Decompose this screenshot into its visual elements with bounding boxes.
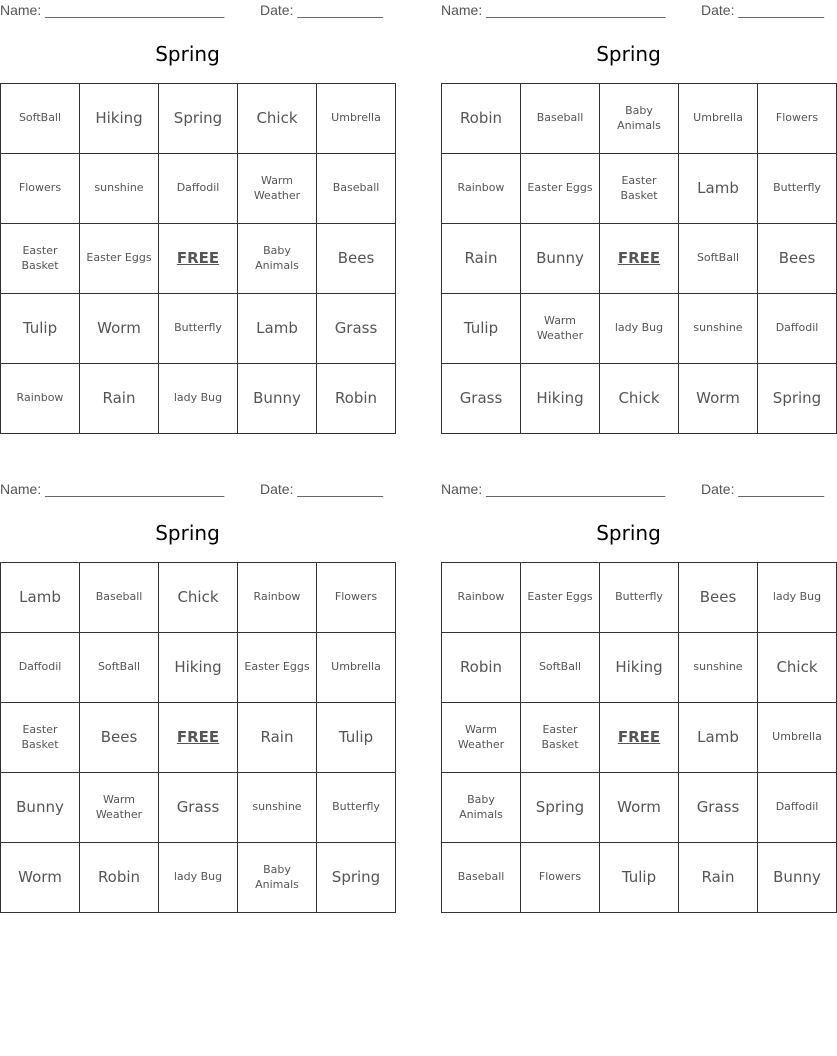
bingo-cell: Rain — [238, 703, 317, 773]
bingo-cell: Lamb — [1, 563, 80, 633]
bingo-cell: Rain — [679, 843, 758, 913]
bingo-grid — [441, 562, 837, 913]
bingo-cell: Chick — [238, 84, 317, 154]
bingo-cell: Butterfly — [159, 294, 238, 364]
bingo-row — [1, 224, 396, 294]
bingo-cell: Grass — [442, 364, 521, 434]
bingo-row — [442, 703, 837, 773]
bingo-cell: Umbrella — [317, 633, 396, 703]
bingo-cell: Butterfly — [758, 154, 837, 224]
bingo-cell: Bees — [317, 224, 396, 294]
bingo-cell: sunshine — [80, 154, 159, 224]
bingo-row — [442, 84, 837, 154]
bingo-cell: SoftBall — [80, 633, 159, 703]
bingo-row — [442, 364, 837, 434]
bingo-row — [442, 224, 837, 294]
bingo-cell: Baseball — [80, 563, 159, 633]
bingo-cell: lady Bug — [758, 563, 837, 633]
bingo-cell: Lamb — [679, 703, 758, 773]
bingo-cell: Robin — [80, 843, 159, 913]
bingo-cell: Easter Basket — [521, 703, 600, 773]
bingo-cell: Warm Weather — [521, 294, 600, 364]
bingo-cell: Easter Eggs — [238, 633, 317, 703]
bingo-cell: Worm — [679, 364, 758, 434]
bingo-cell: Baby Animals — [238, 224, 317, 294]
bingo-row — [1, 364, 396, 434]
bingo-cell: Umbrella — [317, 84, 396, 154]
bingo-cell: Rainbow — [1, 364, 80, 434]
bingo-cell: Chick — [159, 563, 238, 633]
bingo-row — [1, 154, 396, 224]
date-field-label: Date: ___________ — [260, 2, 383, 18]
free-space-cell: FREE — [159, 703, 238, 773]
card-header — [441, 2, 824, 20]
bingo-cell: Easter Eggs — [521, 563, 600, 633]
name-field-label: Name: _______________________ — [441, 481, 666, 497]
card-title: Spring — [155, 521, 220, 545]
bingo-cell: Easter Eggs — [80, 224, 159, 294]
bingo-cell: Grass — [317, 294, 396, 364]
date-field-label: Date: ___________ — [701, 2, 824, 18]
bingo-cell: Baby Animals — [238, 843, 317, 913]
bingo-cell: Baby Animals — [600, 84, 679, 154]
bingo-cell: Easter Eggs — [521, 154, 600, 224]
bingo-cell: Warm Weather — [442, 703, 521, 773]
bingo-cell: Easter Basket — [1, 703, 80, 773]
bingo-cell: Lamb — [238, 294, 317, 364]
bingo-cell: Warm Weather — [80, 773, 159, 843]
bingo-cell: sunshine — [679, 294, 758, 364]
bingo-cell: Rainbow — [442, 154, 521, 224]
bingo-cell: Hiking — [521, 364, 600, 434]
bingo-cell: Flowers — [758, 84, 837, 154]
bingo-cell: Bunny — [1, 773, 80, 843]
bingo-cell: Flowers — [1, 154, 80, 224]
bingo-cell: Warm Weather — [238, 154, 317, 224]
bingo-cell: Hiking — [159, 633, 238, 703]
card-title: Spring — [596, 42, 661, 66]
bingo-cell: Lamb — [679, 154, 758, 224]
card-title: Spring — [155, 42, 220, 66]
bingo-cell: Baseball — [317, 154, 396, 224]
name-field-label: Name: _______________________ — [0, 2, 225, 18]
free-space-cell: FREE — [600, 703, 679, 773]
bingo-cell: Chick — [758, 633, 837, 703]
bingo-row — [442, 843, 837, 913]
bingo-cell: Bunny — [238, 364, 317, 434]
bingo-cell: Flowers — [521, 843, 600, 913]
bingo-cell: Grass — [159, 773, 238, 843]
card-header — [0, 481, 383, 499]
bingo-cell: SoftBall — [521, 633, 600, 703]
bingo-cell: Easter Basket — [600, 154, 679, 224]
bingo-cell: Rainbow — [238, 563, 317, 633]
bingo-row — [1, 703, 396, 773]
bingo-cell: Worm — [600, 773, 679, 843]
card-header — [441, 481, 824, 499]
bingo-cell: Easter Basket — [1, 224, 80, 294]
bingo-cell: Worm — [1, 843, 80, 913]
bingo-cell: Tulip — [317, 703, 396, 773]
name-field-label: Name: _______________________ — [441, 2, 666, 18]
bingo-row — [1, 84, 396, 154]
bingo-cell: Rain — [80, 364, 159, 434]
bingo-cell: Bees — [679, 563, 758, 633]
bingo-cell: Tulip — [442, 294, 521, 364]
bingo-cell: Daffodil — [758, 294, 837, 364]
bingo-cell: Spring — [521, 773, 600, 843]
bingo-cell: Hiking — [80, 84, 159, 154]
bingo-cell: Worm — [80, 294, 159, 364]
bingo-cell: Flowers — [317, 563, 396, 633]
bingo-cell: SoftBall — [679, 224, 758, 294]
bingo-grid — [0, 562, 396, 913]
bingo-cell: Rain — [442, 224, 521, 294]
bingo-cell: Daffodil — [159, 154, 238, 224]
bingo-cell: Tulip — [600, 843, 679, 913]
bingo-row — [442, 563, 837, 633]
bingo-grid — [0, 83, 396, 434]
bingo-row — [442, 633, 837, 703]
free-space-cell: FREE — [159, 224, 238, 294]
bingo-cell: Rainbow — [442, 563, 521, 633]
bingo-cell: Bees — [758, 224, 837, 294]
date-field-label: Date: ___________ — [701, 481, 824, 497]
bingo-cell: Bees — [80, 703, 159, 773]
bingo-row — [1, 294, 396, 364]
card-title: Spring — [596, 521, 661, 545]
bingo-cell: Bunny — [758, 843, 837, 913]
bingo-cell: sunshine — [679, 633, 758, 703]
bingo-cell: Baseball — [442, 843, 521, 913]
bingo-cell: Baby Animals — [442, 773, 521, 843]
bingo-cell: Robin — [442, 633, 521, 703]
bingo-cell: SoftBall — [1, 84, 80, 154]
bingo-row — [1, 563, 396, 633]
bingo-cell: Hiking — [600, 633, 679, 703]
bingo-cell: Baseball — [521, 84, 600, 154]
bingo-row — [1, 633, 396, 703]
card-header — [0, 2, 383, 20]
bingo-cell: Daffodil — [1, 633, 80, 703]
bingo-cell: lady Bug — [159, 843, 238, 913]
bingo-grid — [441, 83, 837, 434]
bingo-cell: Daffodil — [758, 773, 837, 843]
bingo-cell: Chick — [600, 364, 679, 434]
bingo-cell: Spring — [159, 84, 238, 154]
bingo-cell: Butterfly — [600, 563, 679, 633]
bingo-cell: sunshine — [238, 773, 317, 843]
bingo-cell: Spring — [317, 843, 396, 913]
bingo-cell: lady Bug — [159, 364, 238, 434]
date-field-label: Date: ___________ — [260, 481, 383, 497]
bingo-row — [1, 843, 396, 913]
bingo-row — [1, 773, 396, 843]
bingo-cell: Spring — [758, 364, 837, 434]
name-field-label: Name: _______________________ — [0, 481, 225, 497]
bingo-row — [442, 154, 837, 224]
bingo-cell: Butterfly — [317, 773, 396, 843]
bingo-cell: Umbrella — [679, 84, 758, 154]
bingo-cell: lady Bug — [600, 294, 679, 364]
bingo-cell: Bunny — [521, 224, 600, 294]
bingo-row — [442, 294, 837, 364]
bingo-row — [442, 773, 837, 843]
bingo-cell: Robin — [442, 84, 521, 154]
bingo-cell: Tulip — [1, 294, 80, 364]
bingo-cell: Robin — [317, 364, 396, 434]
bingo-cell: Grass — [679, 773, 758, 843]
free-space-cell: FREE — [600, 224, 679, 294]
bingo-cell: Umbrella — [758, 703, 837, 773]
